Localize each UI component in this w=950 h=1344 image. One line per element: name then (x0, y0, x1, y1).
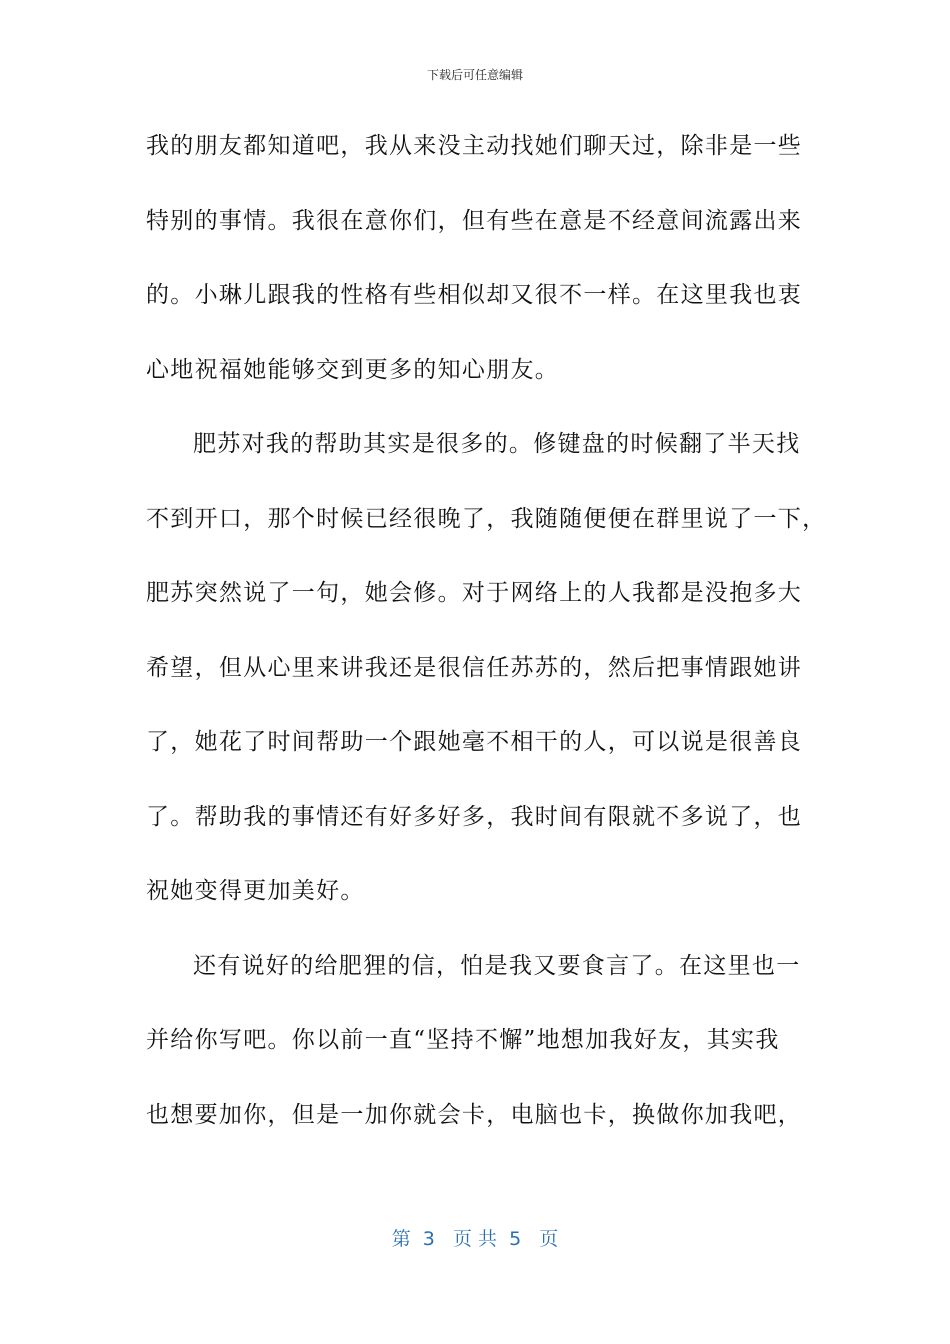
text-line: 不到开口，那个时候已经很晚了，我随随便便在群里说了一下， (146, 505, 827, 532)
text-line: 祝她变得更加美好。 (146, 878, 365, 904)
page-header: 下载后可任意编辑 (426, 68, 523, 82)
text-line: 还有说好的给肥狸的信，怕是我又要食言了。在这里也一 (193, 952, 801, 979)
text-line: 心地祝福她能够交到更多的知心朋友。 (146, 356, 560, 383)
page-number-footer: 第 3 页 共 5 页 (391, 1228, 559, 1250)
text-line: 并给你写吧。你以前一直“坚持不懈”地想加我好友，其实我 (146, 1027, 780, 1053)
text-line: 的。小琳儿跟我的性格有些相似却又很不一样。在这里我也衷 (146, 282, 803, 308)
text-line: 我的朋友都知道吧，我从来没主动找她们聊天过，除非是一些 (146, 133, 803, 159)
text-line: 肥苏突然说了一句，她会修。对于网络上的人我都是没抱多大 (146, 580, 803, 606)
text-line: 希望，但从心里来讲我还是很信任苏苏的，然后把事情跟她讲 (146, 654, 803, 681)
text-line: 了，她花了时间帮助一个跟她毫不相干的人，可以说是很善良 (146, 729, 803, 755)
document-body (146, 126, 827, 1169)
text-line: 也想要加你，但是一加你就会卡，电脑也卡，换做你加我吧， (146, 1101, 803, 1128)
text-line: 了。帮助我的事情还有好多好多，我时间有限就不多说了，也 (146, 803, 803, 830)
text-line: 特别的事情。我很在意你们，但有些在意是不经意间流露出来 (146, 207, 803, 234)
text-line: 肥苏对我的帮助其实是很多的。修键盘的时候翻了半天找 (193, 431, 801, 457)
